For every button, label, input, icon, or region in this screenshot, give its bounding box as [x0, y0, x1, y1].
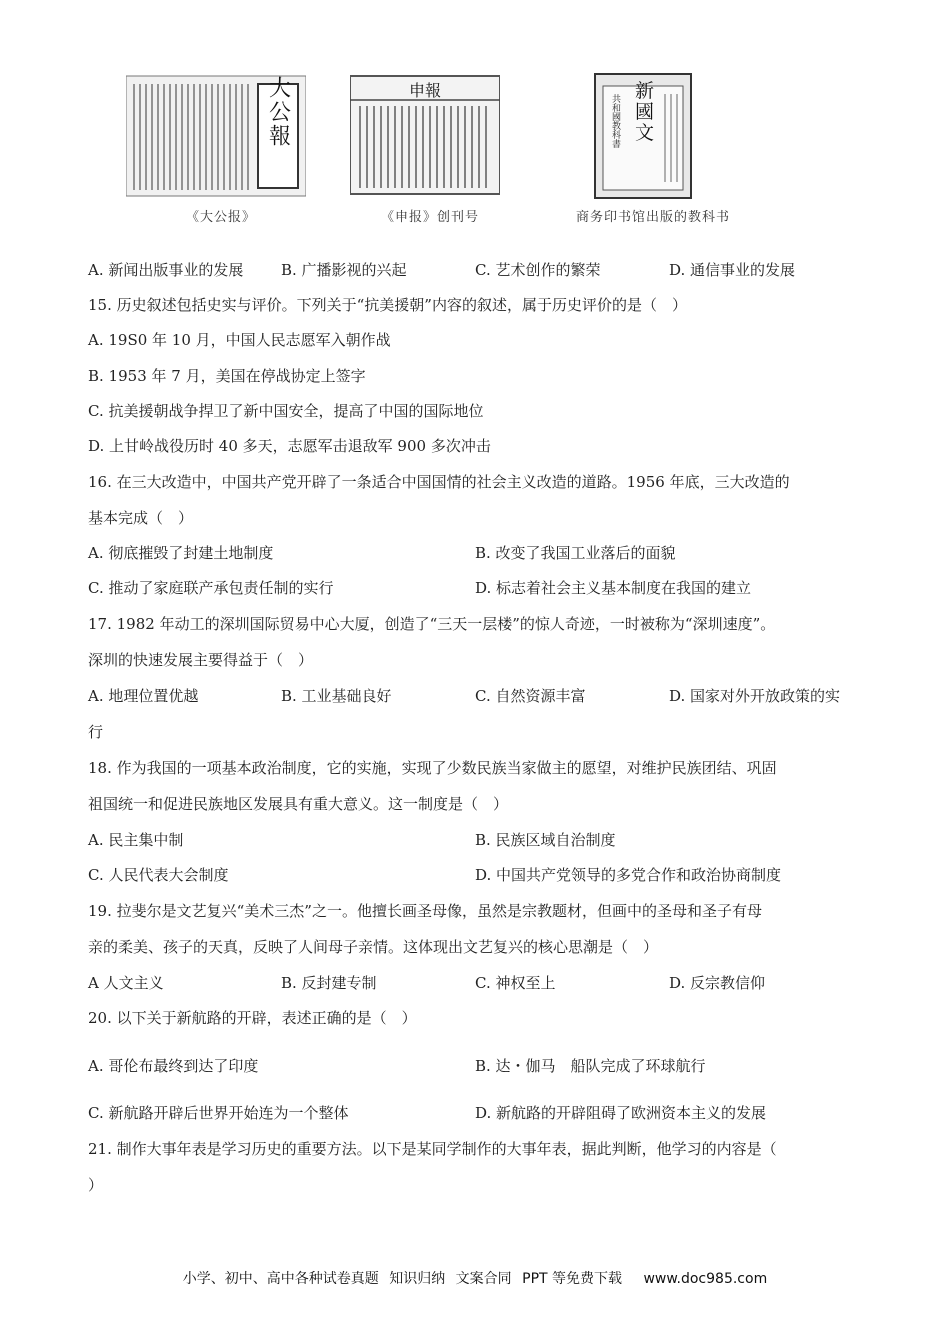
figure-dagongbao [126, 72, 316, 225]
figure-caption: 商务印书馆出版的教科书 [575, 210, 730, 225]
figure-caption: 《大公报》 [185, 210, 256, 225]
q20-stem: 20. 以下关于新航路的开辟，表述正确的是（ ） [88, 1009, 417, 1027]
q19-option-d[interactable]: D. 反宗教信仰 [669, 974, 766, 992]
q17-option-a[interactable]: A. 地理位置优越 [88, 687, 199, 705]
q18-option-b[interactable]: B. 民族区域自治制度 [475, 831, 616, 849]
q18-option-d[interactable]: D. 中国共产党领导的多党合作和政治协商制度 [475, 866, 782, 884]
figure-shenbao [350, 72, 510, 225]
q17-option-d-wrap: 行 [88, 723, 104, 741]
footer-item: PPT 等免费下载 [522, 1271, 623, 1287]
textbook-series-title: 共和國教科書 [610, 94, 620, 148]
q15-option-b[interactable]: B. 1953 年 7 月，美国在停战协定上签字 [88, 367, 366, 385]
figures-row [118, 72, 758, 232]
textbook-title: 新國文 [632, 80, 654, 144]
dagongbao-masthead: 大公報 [265, 76, 291, 148]
q17-option-c[interactable]: C. 自然资源丰富 [475, 687, 586, 705]
q16-option-d[interactable]: D. 标志着社会主义基本制度在我国的建立 [475, 579, 752, 597]
q20-option-d[interactable]: D. 新航路的开辟阻碍了欧洲资本主义的发展 [475, 1104, 767, 1122]
footer-item: 文案合同 [455, 1271, 512, 1287]
footer-url-link[interactable]: www.doc985.com [643, 1271, 768, 1287]
q18-stem-line2: 祖国统一和促进民族地区发展具有重大意义。这一制度是（ ） [88, 795, 509, 813]
page-footer [0, 1268, 950, 1288]
q20-option-c[interactable]: C. 新航路开辟后世界开始连为一个整体 [88, 1104, 349, 1122]
q19-option-c[interactable]: C. 神权至上 [475, 974, 556, 992]
q17-option-b[interactable]: B. 工业基础良好 [281, 687, 392, 705]
q14-option-c[interactable]: C. 艺术创作的繁荣 [475, 261, 601, 279]
shenbao-masthead: 申報 [408, 81, 442, 100]
q17-option-d[interactable]: D. 国家对外开放政策的实 [669, 687, 841, 705]
q19-stem-line1: 19. 拉斐尔是文艺复兴“美术三杰”之一。他擅长画圣母像，虽然是宗教题材，但画中的圣母和圣子有母 [88, 902, 762, 920]
q14-option-a[interactable]: A. 新闻出版事业的发展 [88, 261, 244, 279]
q15-option-d[interactable]: D. 上甘岭战役历时 40 多天，志愿军击退敌军 900 多次冲击 [88, 437, 491, 455]
q18-stem-line1: 18. 作为我国的一项基本政治制度，它的实施，实现了少数民族当家做主的愿望，对维护民族团结、巩固 [88, 759, 777, 777]
footer-item: 小学、初中、高中各种试卷真题 [182, 1271, 379, 1287]
q15-stem: 15. 历史叙述包括史实与评价。下列关于“抗美援朝”内容的叙述，属于历史评价的是（ ） [88, 296, 687, 314]
figure-textbook [548, 72, 758, 225]
q21-stem-line1: 21. 制作大事年表是学习历史的重要方法。以下是某同学制作的大事年表，据此判断，他学习的内容是（ [88, 1140, 777, 1158]
q19-option-b[interactable]: B. 反封建专制 [281, 974, 377, 992]
q14-option-d[interactable]: D. 通信事业的发展 [669, 261, 796, 279]
q19-option-a[interactable]: A 人文主义 [88, 974, 164, 992]
q16-option-c[interactable]: C. 推动了家庭联产承包责任制的实行 [88, 579, 334, 597]
q17-stem-line2: 深圳的快速发展主要得益于（ ） [88, 651, 314, 669]
q16-option-b[interactable]: B. 改变了我国工业落后的面貌 [475, 544, 676, 562]
q18-option-a[interactable]: A. 民主集中制 [88, 831, 184, 849]
q16-stem-line1: 16. 在三大改造中，中国共产党开辟了一条适合中国国情的社会主义改造的道路。1956 年底，三大改造的 [88, 473, 790, 491]
newspaper-shenbao-image [350, 72, 500, 200]
q15-option-a[interactable]: A. 19S0 年 10 月，中国人民志愿军入朝作战 [88, 331, 391, 349]
q16-option-a[interactable]: A. 彻底摧毁了封建土地制度 [88, 544, 274, 562]
q19-stem-line2: 亲的柔美、孩子的天真，反映了人间母子亲情。这体现出文艺复兴的核心思潮是（ ） [88, 938, 659, 956]
textbook-cover-image [593, 72, 693, 202]
q20-option-b[interactable]: B. 达・伽马 船队完成了环球航行 [475, 1057, 706, 1075]
q18-option-c[interactable]: C. 人民代表大会制度 [88, 866, 229, 884]
q16-stem-line2: 基本完成（ ） [88, 509, 194, 527]
footer-item: 知识归纳 [389, 1271, 446, 1287]
q21-stem-line2: ） [88, 1176, 104, 1194]
q15-option-c[interactable]: C. 抗美援朝战争捍卫了新中国安全，提高了中国的国际地位 [88, 402, 484, 420]
q20-option-a[interactable]: A. 哥伦布最终到达了印度 [88, 1057, 259, 1075]
figure-caption: 《申报》创刊号 [380, 210, 479, 225]
newspaper-dagongbao-image [126, 72, 306, 200]
q14-option-b[interactable]: B. 广播影视的兴起 [281, 261, 407, 279]
q17-stem-line1: 17. 1982 年动工的深圳国际贸易中心大厦，创造了“三天一层楼”的惊人奇迹，一时被称为“深圳速度”。 [88, 615, 776, 633]
